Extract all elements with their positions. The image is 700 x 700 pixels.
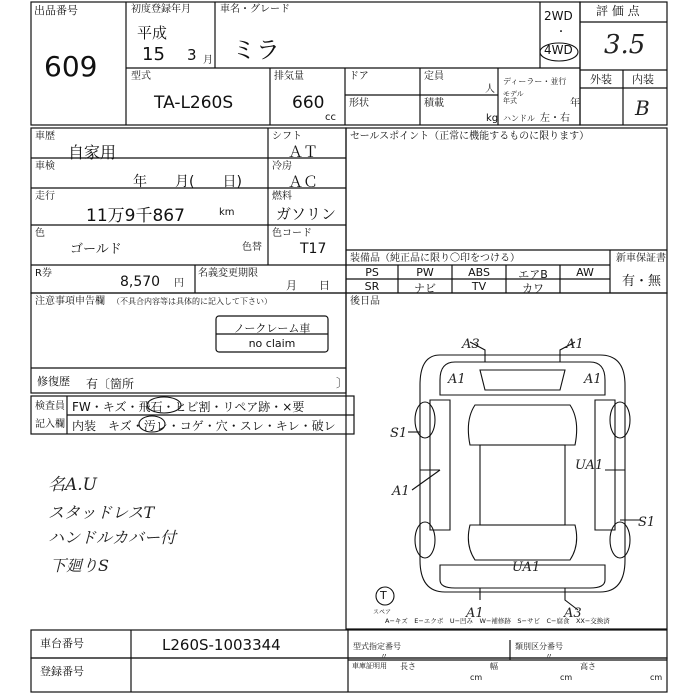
mark-a3-rear: A3 [564, 606, 582, 621]
load-unit: kg [486, 113, 499, 124]
inspection-label: 車検 [35, 161, 55, 172]
repair-close: 〕 [336, 376, 349, 390]
recycle-unit: 円 [174, 278, 184, 289]
shift-value: ＡＴ [288, 143, 319, 161]
type-designation-mark: 〃 [380, 652, 388, 661]
handwritten-note-2: スタッドレスT [48, 503, 155, 522]
rear-item-label: 後日品 [350, 296, 380, 307]
color-change-label: 色替 [242, 242, 262, 253]
recycle-label: R券 [35, 268, 52, 279]
equip-tv: TV [471, 280, 487, 293]
equip-airbag: エアB [518, 268, 548, 281]
cert-height: 高さ [580, 662, 596, 671]
score-label: 評 価 点 [596, 4, 640, 18]
interior-value: B [635, 96, 650, 120]
equip-pw: PW [416, 266, 434, 279]
car-name-label: 車名・グレード [220, 4, 290, 15]
equip-aw: AW [576, 266, 594, 279]
lease-text: 月 日 [286, 279, 330, 292]
damage-legend: A−キズ E−エクボ U−凹み W−補修跡 S−サビ C−腐食 XX−交換済 [385, 617, 610, 625]
mark-a3-front: A3 [462, 337, 480, 352]
cert-height-unit: cm [650, 673, 663, 682]
history-value: 自家用 [68, 143, 117, 162]
chassis-label: 車台番号 [40, 637, 84, 650]
type-designation-label: 型式指定番号 [353, 642, 401, 651]
color-code-value: T17 [300, 241, 327, 257]
drive-dot: ・ [556, 27, 566, 38]
displacement-value: 660 [292, 93, 325, 113]
mark-a1-rear: A1 [466, 606, 484, 621]
color-value: ゴールド [70, 242, 122, 257]
mark-s1-right: S1 [638, 515, 656, 530]
sales-point-label: セールスポイント（正常に機能するものに限ります） [350, 131, 590, 142]
first-reg-era: 平成 [137, 24, 168, 42]
cert-length: 長さ [400, 662, 416, 671]
inspector-line-exterior: FW・キズ・飛石・ヒビ割・リペア跡・×要 [72, 400, 305, 414]
mark-a1-left: A1 [448, 372, 466, 387]
no-claim-en: no claim [248, 337, 296, 350]
notes-sub: （不具合内容等は具体的に記入して下さい） [112, 297, 272, 306]
first-reg-year: 15 [142, 44, 165, 65]
handwritten-note-3: ハンドルカバー付 [48, 528, 177, 547]
drive-2wd: 2WD [544, 9, 573, 23]
warranty-value: 有・無 [622, 274, 662, 289]
mark-a1-side: A1 [392, 484, 410, 499]
category-mark: 〃 [545, 652, 553, 661]
inspector-line-interior: 内装 キズ・汚レ・コゲ・穴・スレ・キレ・破レ [72, 419, 336, 433]
inspector-label-2: 記入欄 [35, 419, 65, 430]
equipment-label: 装備品（純正品に限り〇印をつける） [350, 253, 520, 264]
capacity-unit: 人 [485, 84, 495, 95]
mark-a1-right: A1 [584, 372, 602, 387]
equip-leather: カワ [522, 282, 544, 295]
mark-ua1-rear: UA1 [512, 560, 541, 575]
door-label: ドア [349, 71, 369, 82]
displacement-unit: cc [325, 112, 336, 123]
inspector-label: 検査員 [35, 401, 65, 412]
car-name: ミラ [232, 36, 280, 64]
mileage-value: 11万9千867 [86, 206, 185, 226]
mark-a1-front: A1 [566, 337, 584, 352]
capacity-label: 定員 [424, 71, 444, 82]
model-label: 型式 [131, 71, 151, 82]
mileage-label: 走行 [35, 191, 55, 202]
lot-number: 609 [44, 50, 98, 83]
equip-abs: ABS [468, 266, 490, 279]
equip-sr: SR [364, 280, 380, 293]
load-label: 積載 [424, 98, 444, 109]
no-claim-jp: ノークレーム車 [233, 322, 311, 335]
cert-label: 車庫証明用 [352, 662, 387, 670]
history-label: 車歴 [35, 131, 55, 142]
drive-4wd: 4WD [544, 43, 573, 57]
cert-width: 幅 [490, 662, 498, 671]
lot-label: 出品番号 [34, 4, 78, 17]
cert-length-unit: cm [470, 673, 483, 682]
registration-label: 登録番号 [40, 665, 84, 678]
recycle-value: 8,570 [120, 274, 161, 290]
repair-value: 有〔箇所 [86, 377, 135, 391]
spare-label: スペア [373, 609, 392, 616]
exterior-label: 外装 [590, 73, 612, 86]
aircon-label: 冷房 [272, 161, 292, 172]
fuel-label: 燃料 [272, 191, 292, 202]
handwritten-note-4: 下廻りS [50, 556, 109, 575]
handle-label: ハンドル [503, 114, 535, 123]
model-year-label: モデル 年式 [503, 90, 524, 105]
dealer-label: ディーラー・並行 [503, 77, 567, 86]
inspection-text: 年 月( 日) [133, 174, 242, 190]
chassis-value: L260S-1003344 [162, 636, 281, 654]
color-label: 色 [35, 228, 45, 239]
first-reg-label: 初度登録年月 [131, 4, 191, 15]
fuel-value: ガソリン [276, 205, 337, 223]
mark-s1-left: S1 [390, 426, 408, 441]
category-label: 類別区分番号 [515, 642, 563, 651]
displacement-label: 排気量 [274, 71, 304, 82]
lease-label: 名義変更期限 [198, 268, 258, 279]
mileage-unit: km [219, 207, 235, 218]
first-reg-month-unit: 月 [203, 55, 213, 66]
spare-letter: T [380, 589, 387, 602]
equip-navi: ナビ [414, 282, 436, 295]
notes-label: 注意事項申告欄 [35, 296, 105, 307]
aircon-value: ＡＣ [288, 173, 319, 191]
color-code-label: 色コード [272, 228, 312, 239]
repair-label: 修復歴 [37, 375, 70, 388]
handle-options: 左・右 [540, 113, 570, 124]
equip-ps: PS [365, 266, 379, 279]
handwritten-note-1: 名A.U [48, 475, 98, 495]
cert-width-unit: cm [560, 673, 573, 682]
warranty-label: 新車保証書 [616, 253, 666, 264]
shift-label: シフト [272, 131, 302, 142]
first-reg-month: 3 [187, 46, 197, 64]
shape-label: 形状 [349, 98, 369, 109]
score-value: 3.5 [604, 30, 646, 60]
interior-label: 内装 [632, 73, 654, 86]
mark-ua1-roof: UA1 [575, 458, 604, 473]
model-year-unit: 年 [570, 98, 580, 109]
model-value: TA-L260S [154, 93, 234, 113]
